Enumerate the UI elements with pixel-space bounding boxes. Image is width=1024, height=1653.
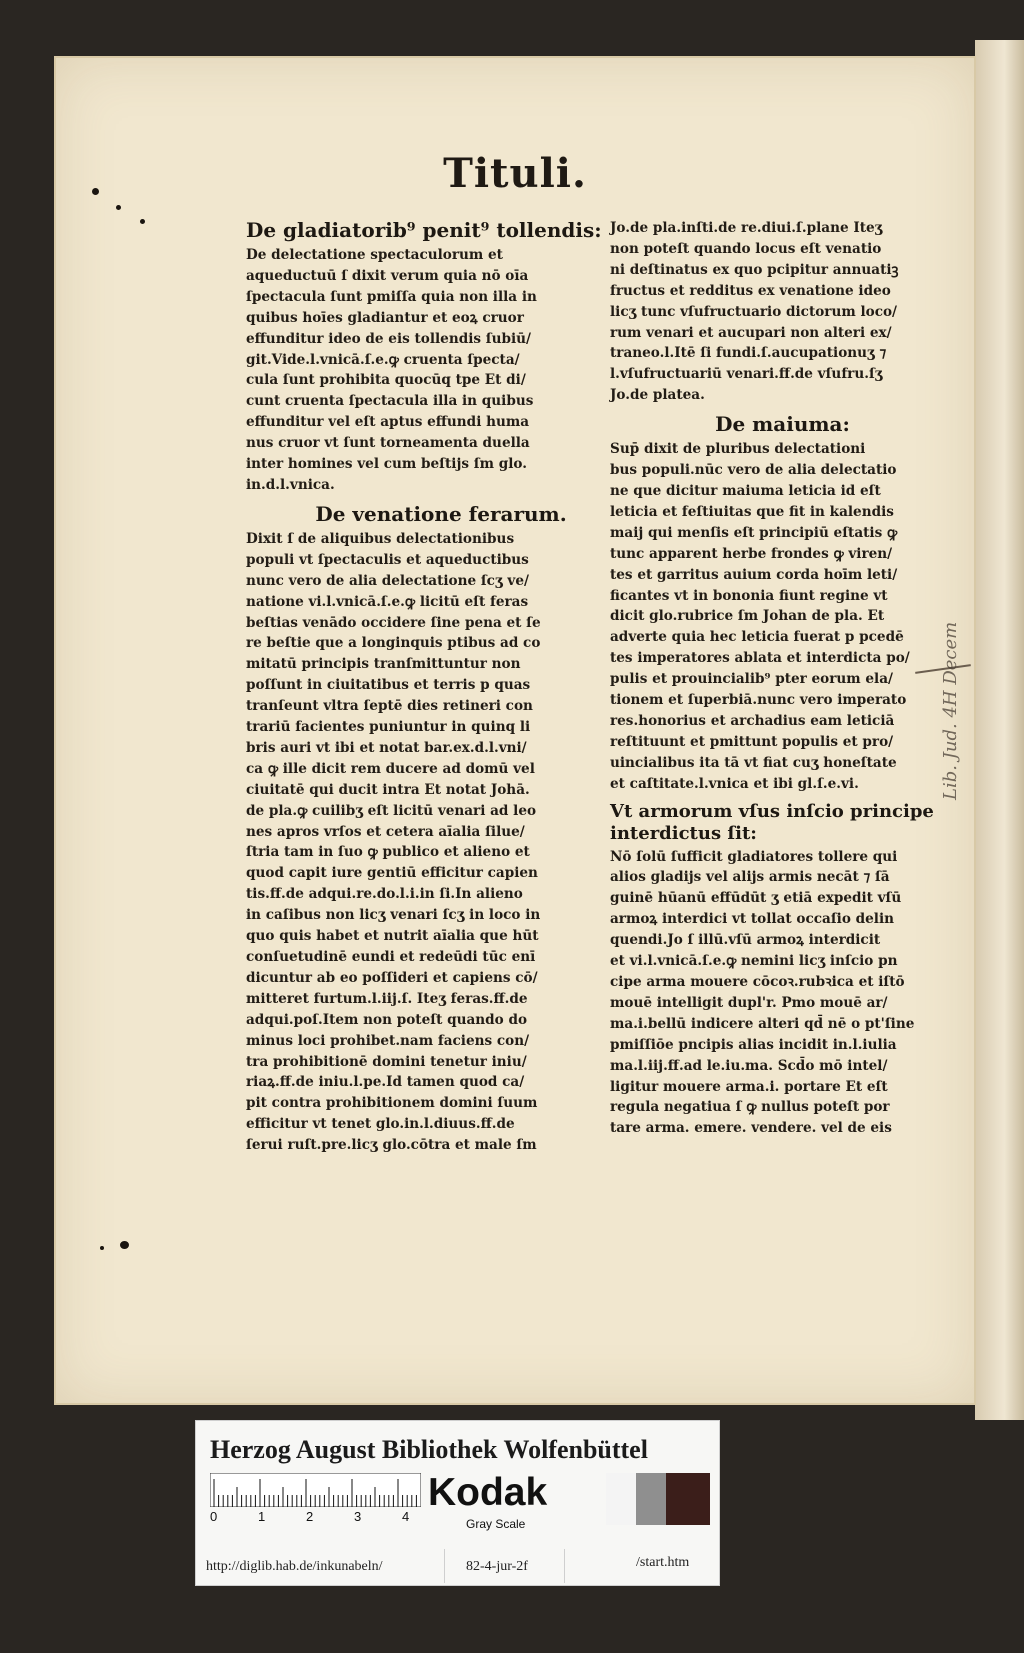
source-url: http://diglib.hab.de/inkunabeln/ [206, 1559, 383, 1574]
adjacent-page-bleed [983, 190, 1019, 430]
margin-handwritten-note: Lib. Jud. 4H Decem [940, 621, 961, 800]
section-text-gladiators: De delectatione spectaculorum et aqueductuū ſ dixit verum quia nō oīa ſpectacula ſunt pmiſſa quia non illa in quibus hoīes gladiantur et eoꝝ cruor effunditur ideo de eis tollendis ſubiū/ git.Vide.l.vnicā.ſ.e.ꝙ cruenta ſpecta/ cula ſunt prohibita quocūq tpe Et di/ cunt cruenta ſpectacula illa in quibus effunditur vel eſt aptus effundi huma nus cruor vt ſunt torneamenta duella inter homines vel cum beſtijs ſm glo. in.d.l.vnica. [246, 247, 537, 493]
gray-scale-label: Gray Scale [466, 1517, 526, 1531]
ruler-number: 4 [402, 1509, 410, 1524]
card-divider [444, 1549, 445, 1583]
section-text-arms: Nō ſolū ſufficit gladiatores tollere qui alios gladijs vel alijs armis necāt ⁊ ſā guinē hūanū effūdūt ʒ etiā expedit vſū armoꝝ interdici vt tollat occaſio delin quendi.Jo ſ illū.vſū armoꝝ interdicit et vi.l.vnicā.ſ.e.ꝙ nemini licʒ inſcio pn cipe arma mouere cōcoꝛ.rubꝛica et iſtō mouē intelligit dupl'r. Pmo mouē ar/ ma.i.bellū indicere alteri qd̄ nē o pt'ſine pmiſſiōe pncipis alias incidit in.l.iulia ma.l.iij.ff.ad le.iu.ma. Scd̄o mō intel/ ligitur mouere arma.i. portare Et eſt regula negatiua ſ ꝙ nullus poteſt por tare arma. emere. vendere. vel de eis [610, 848, 915, 1137]
card-divider [564, 1549, 565, 1583]
ruler-numbers [210, 1509, 421, 1527]
gray-swatch-dark [666, 1473, 710, 1525]
kodak-logo: Kodak [428, 1471, 548, 1514]
digitization-target-card [195, 1420, 720, 1586]
section-text-hunting: Dixit ſ de aliquibus delectationibus populi vt ſpectaculis et aqueductibus nunc vero de alia delectatione ſcʒ ve/ natione vi.l.vnicā.ſ.e.ꝙ licitū eſt feras beſtias venādo occidere ſine pena et ſe re beſtie que a longinquis ptibus ad co mitatū principis tranſmittuntur non poſſunt in ciuitatibus et terris p quas tranſeunt vltra ſeptē dies retineri con trariū facientes puniuntur in quinq li bris auri vt ibi et notat bar.ex.d.l.vni/ ca ꝙ ille dicit rem ducere ad domū vel ciuitatē qui ducit intra Et notat Johā. de pla.ꝙ cuilibʒ eſt licitū venari ad leo nes apros vrſos et cetera aīalia ſilue/ ſtria tam in ſuo ꝙ publico et alieno et quod capit iure gentiū efficitur capien tis.ff.de adqui.re.do.l.i.in ſi.In alieno in caſibus non licʒ venari ſcʒ in loco in quo quis habet et nutrit aīalia que hūt conſuetudinē eundi et redeūdi tūc enī dicuntur ab eo poſſideri et capiens cō/ mitteret furtum.l.iij.ſ. Iteʒ feras.ff.de adqui.poſ.Item non poteſt quando do minus loci prohibet.nam faciens con/ tra prohibitionē domini tenetur iniu/ riaꝝ.ff.de iniu.l.pe.Id tamen quod ca/ pit contra prohibitionem domini ſuum efficitur vt tenet glo.in.l.diuus.ff.de ſerui ruſt.pre.licʒ glo.cōtra et male ſm [246, 530, 541, 1154]
ruler-number: 2 [306, 1509, 314, 1524]
section-heading-maiuma: De maiuma: [715, 412, 850, 437]
ink-dot [100, 1246, 104, 1250]
ink-dot [116, 205, 121, 210]
adjacent-page-edge [975, 40, 1024, 1420]
section-text-maiuma: Sup̄ dixit de pluribus delectationi bus populi.nūc vero de alia delectatio ne que dicitur maiuma leticia id eſt leticia et feſtiuitas que fit in kalendis maij qui menſis eſt principiū eſtatis ꝙ tunc apparent herbe frondes ꝙ viren/ tes et garritus auium corda hoīm leti/ ficantes vt in bononia fiunt regine vt dicit glo.rubrice ſm Johan de pla. Et adverte quia hec leticia fuerat p pcedē tes imperatores ablata et interdicta po/ pulis et prouincialib⁹ pter eorum ela/ tionem et ſuperbiā.nunc vero imperato res.honorius et archadius eam leticiā reſtituunt et pmittunt populis et pro/ uincialibus ita tā vt fiat cuʒ honeſtate et caſtitate.l.vnica et ibi gl.ſ.e.vi. [610, 441, 910, 792]
left-column [246, 218, 636, 1162]
ink-dot [92, 188, 99, 195]
page-title: Tituli. [443, 150, 587, 197]
section-heading-hunting: De venatione ferarum. [315, 501, 567, 526]
ruler-scale [210, 1473, 421, 1507]
ink-dot [140, 219, 145, 224]
section-text-continuation: Jo.de pla.inſti.de re.diui.ſ.plane Iteʒ non poteſt quando locus eſt venatio ni deſtinatus ex quo pcipitur annuatiꝫ fructus et redditus ex venatione ideo licʒ tunc vſufructuario dictorum loco/ rum venari et aucupari non alteri ex/ traneo.l.Itē ſi fundi.ſ.aucupationuʒ ⁊ l.vſufructuariū venari.ff.de vſufru.ſʒ Jo.de platea. [610, 220, 899, 404]
section-heading-gladiators: De gladiatorib⁹ penit⁹ tollendis: [246, 218, 602, 242]
manuscript-page [56, 58, 974, 1403]
gray-swatch-light [606, 1473, 636, 1525]
gray-swatch-mid [636, 1473, 666, 1525]
section-heading-arms: Vt armorum vſus inſcio principe interdictus ſit: [610, 800, 934, 844]
ruler-number: 1 [258, 1509, 266, 1524]
institution-name: Herzog August Bibliothek Wolfenbüttel [210, 1435, 648, 1464]
ruler-number: 0 [210, 1509, 218, 1524]
ink-dot [120, 1241, 129, 1249]
shelfmark: 82-4-jur-2f [466, 1559, 528, 1574]
ruler-number: 3 [354, 1509, 362, 1524]
start-link: /start.htm [636, 1555, 690, 1570]
